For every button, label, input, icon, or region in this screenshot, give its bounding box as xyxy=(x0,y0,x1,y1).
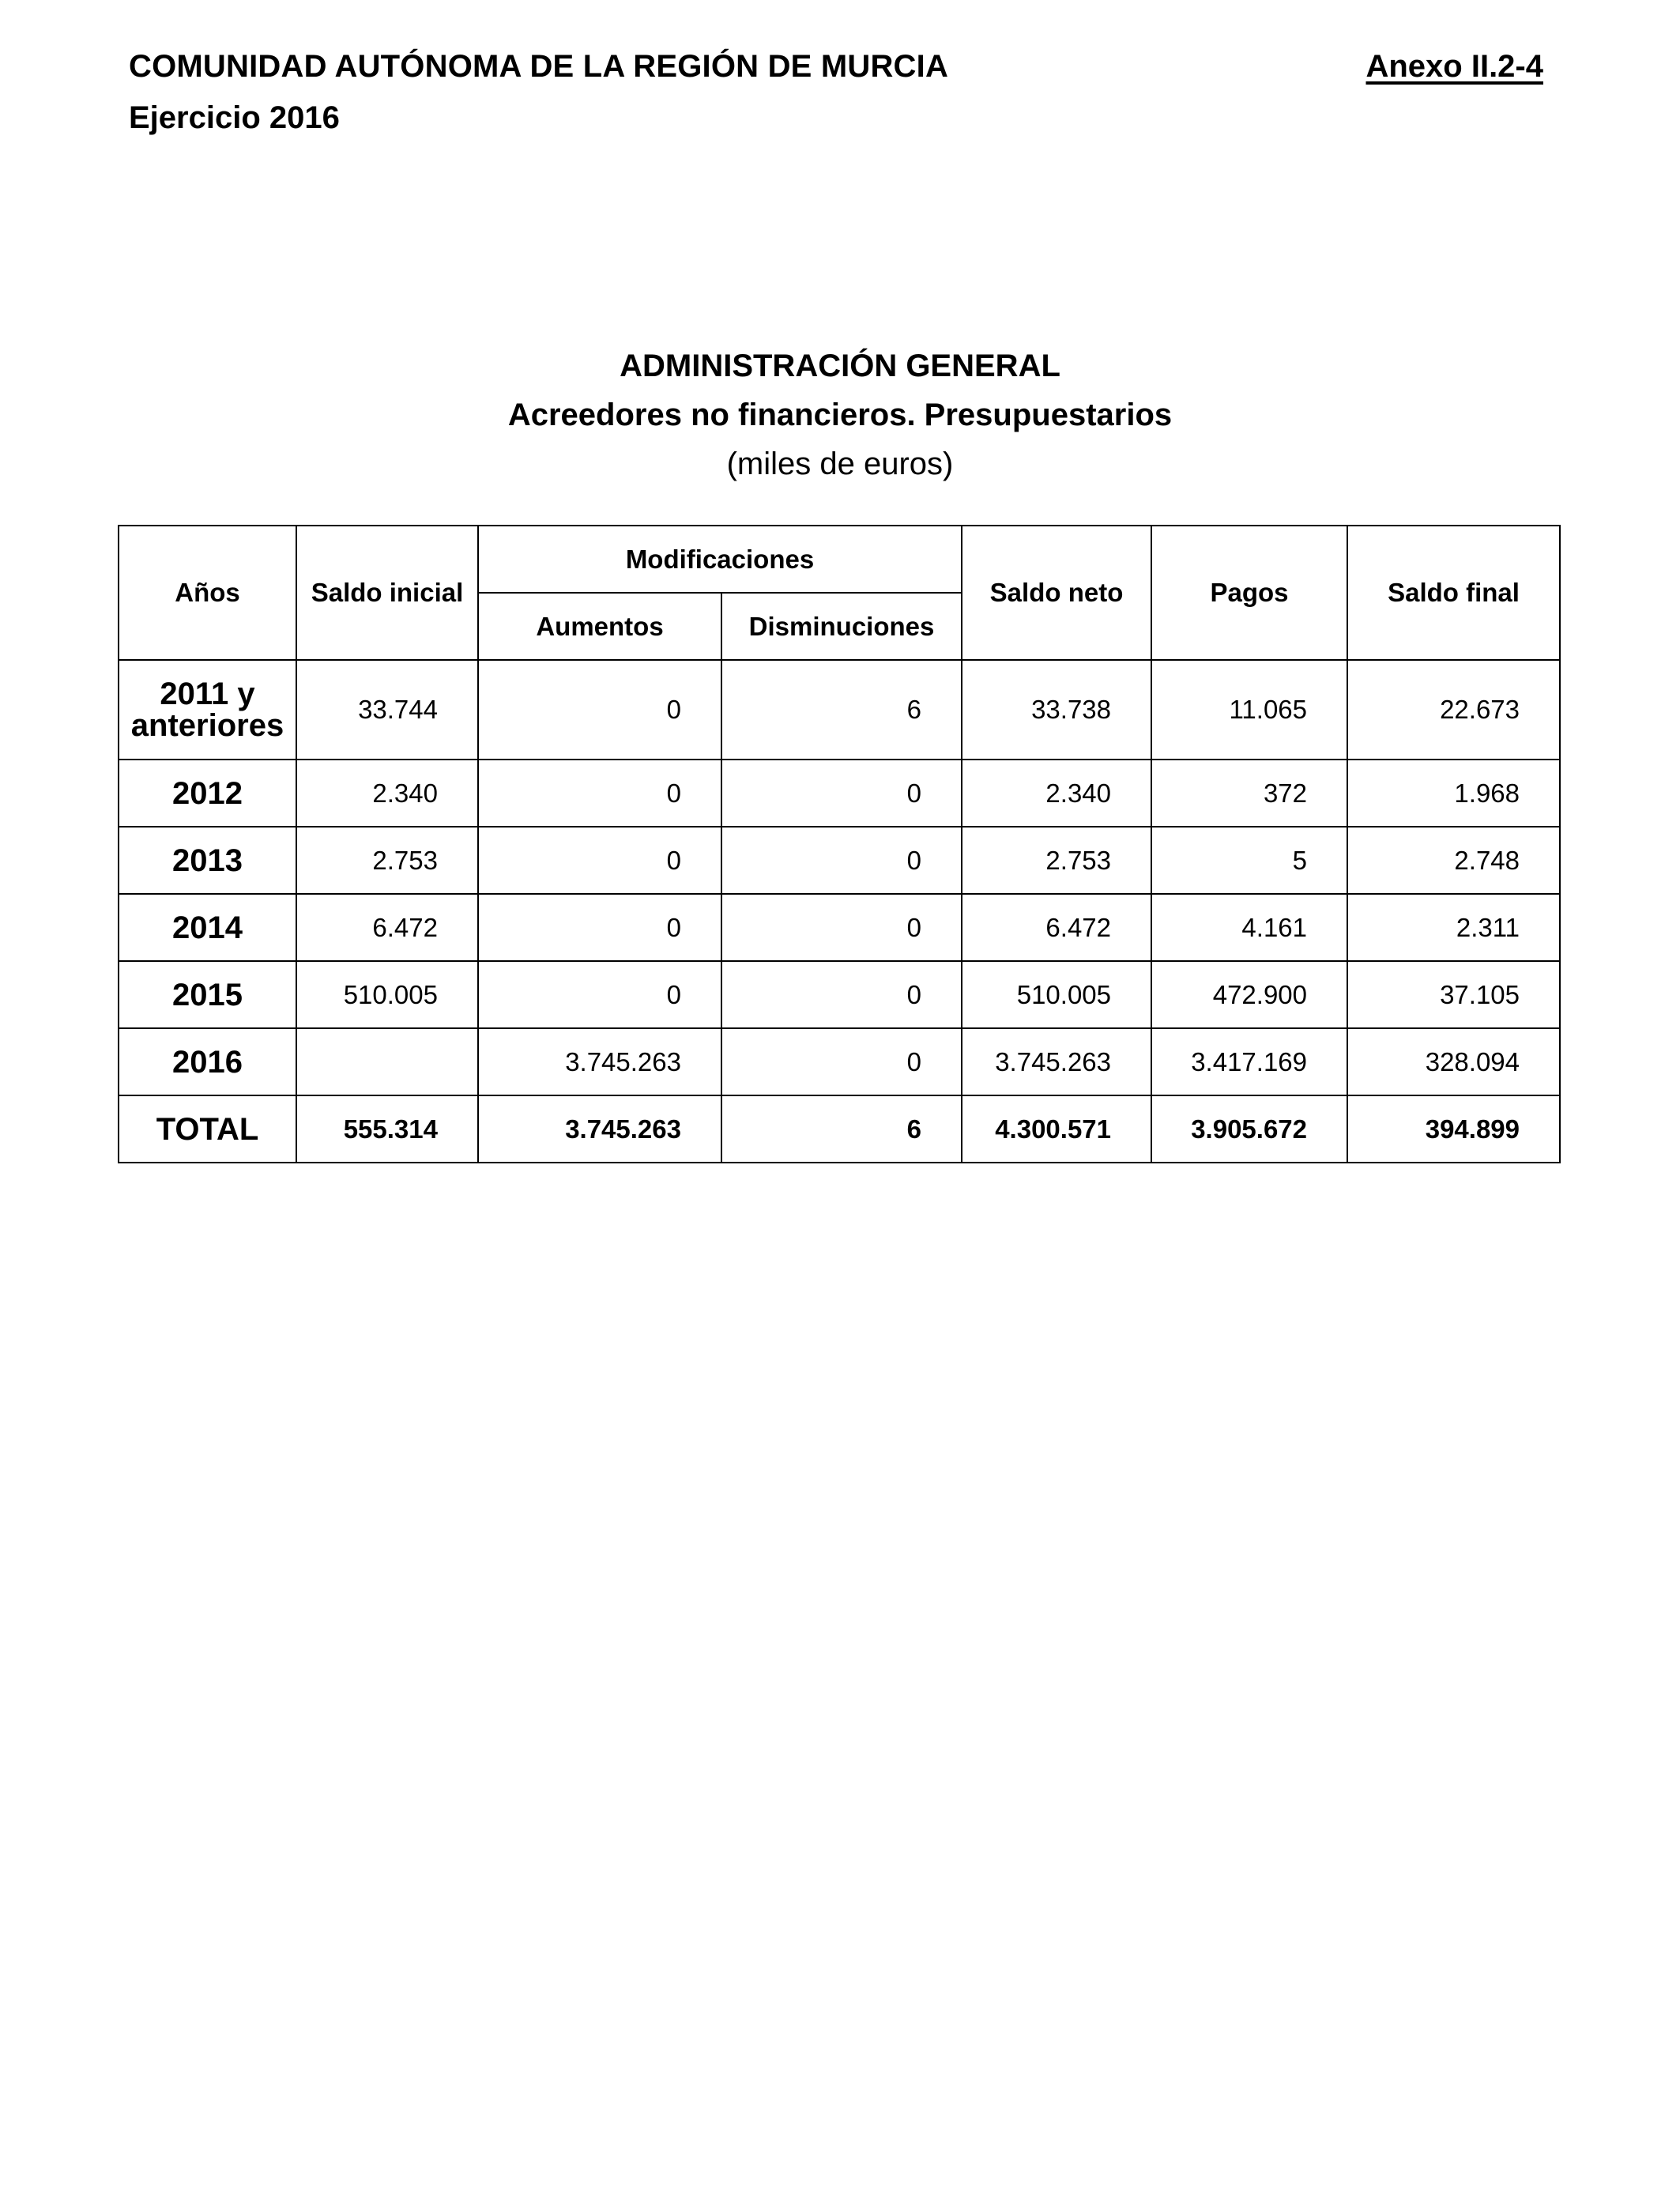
cell-decreases: 6 xyxy=(721,660,962,760)
col-header-decreases: Disminuciones xyxy=(721,593,962,660)
table-row xyxy=(119,961,1560,1028)
table-subtitle: Acreedores no financieros. Presupuestarios xyxy=(507,398,1173,432)
cell-increases: 0 xyxy=(478,760,721,827)
cell-net: 6.472 xyxy=(962,894,1151,961)
cell-opening: 6.472 xyxy=(296,894,478,961)
cell-closing: 1.968 xyxy=(1347,760,1560,827)
cell-closing: 22.673 xyxy=(1347,660,1560,760)
col-header-modifications: Modificaciones xyxy=(478,526,962,593)
cell-opening: 2.340 xyxy=(296,760,478,827)
creditors-table xyxy=(118,525,1561,1163)
cell-year: 2013 xyxy=(119,827,296,894)
units-note: (miles de euros) xyxy=(726,447,954,481)
cell-year: 2016 xyxy=(119,1028,296,1095)
cell-year: 2011 y anteriores xyxy=(119,660,296,760)
cell-year: 2012 xyxy=(119,760,296,827)
section-title: ADMINISTRACIÓN GENERAL xyxy=(620,349,1060,383)
cell-opening xyxy=(296,1028,478,1095)
col-header-opening-balance: Saldo inicial xyxy=(296,526,478,660)
cell-increases: 0 xyxy=(478,894,721,961)
cell-increases: 0 xyxy=(478,961,721,1028)
table-row xyxy=(119,660,1560,760)
cell-decreases: 0 xyxy=(721,827,962,894)
cell-decreases: 0 xyxy=(721,760,962,827)
cell-payments: 4.161 xyxy=(1151,894,1347,961)
table-row xyxy=(119,760,1560,827)
cell-year: 2015 xyxy=(119,961,296,1028)
document-titles xyxy=(0,341,1680,488)
cell-closing: 2.311 xyxy=(1347,894,1560,961)
total-row xyxy=(119,1095,1560,1163)
col-header-years: Años xyxy=(119,526,296,660)
cell-decreases: 0 xyxy=(721,1028,962,1095)
cell-closing: 2.748 xyxy=(1347,827,1560,894)
col-header-closing-balance: Saldo final xyxy=(1347,526,1560,660)
cell-net: 2.340 xyxy=(962,760,1151,827)
cell-payments: 11.065 xyxy=(1151,660,1347,760)
cell-payments: 5 xyxy=(1151,827,1347,894)
table-row xyxy=(119,827,1560,894)
header-row-1 xyxy=(119,526,1560,593)
organization-name: COMUNIDAD AUTÓNOMA DE LA REGIÓN DE MURCIA xyxy=(129,49,949,84)
cell-decreases: 0 xyxy=(721,961,962,1028)
total-net: 4.300.571 xyxy=(962,1095,1151,1163)
total-payments: 3.905.672 xyxy=(1151,1095,1347,1163)
cell-year: 2014 xyxy=(119,894,296,961)
cell-net: 510.005 xyxy=(962,961,1151,1028)
cell-increases: 3.745.263 xyxy=(478,1028,721,1095)
total-increases: 3.745.263 xyxy=(478,1095,721,1163)
col-header-increases: Aumentos xyxy=(478,593,721,660)
total-opening: 555.314 xyxy=(296,1095,478,1163)
page-header xyxy=(129,49,1543,136)
cell-payments: 3.417.169 xyxy=(1151,1028,1347,1095)
cell-increases: 0 xyxy=(478,660,721,760)
col-header-payments: Pagos xyxy=(1151,526,1347,660)
fiscal-year: Ejercicio 2016 xyxy=(129,100,340,135)
table-row xyxy=(119,1028,1560,1095)
total-decreases: 6 xyxy=(721,1095,962,1163)
cell-payments: 472.900 xyxy=(1151,961,1347,1028)
cell-opening: 2.753 xyxy=(296,827,478,894)
table-body xyxy=(119,660,1560,1163)
header-row xyxy=(129,49,1543,85)
annex-reference: Anexo II.2-4 xyxy=(1365,49,1543,84)
cell-decreases: 0 xyxy=(721,894,962,961)
col-header-net-balance: Saldo neto xyxy=(962,526,1151,660)
cell-payments: 372 xyxy=(1151,760,1347,827)
total-closing: 394.899 xyxy=(1347,1095,1560,1163)
cell-net: 3.745.263 xyxy=(962,1028,1151,1095)
cell-opening: 510.005 xyxy=(296,961,478,1028)
cell-opening: 33.744 xyxy=(296,660,478,760)
table-row xyxy=(119,894,1560,961)
table-header xyxy=(119,526,1560,660)
cell-closing: 37.105 xyxy=(1347,961,1560,1028)
cell-increases: 0 xyxy=(478,827,721,894)
cell-closing: 328.094 xyxy=(1347,1028,1560,1095)
total-label: TOTAL xyxy=(119,1095,296,1163)
cell-net: 33.738 xyxy=(962,660,1151,760)
cell-net: 2.753 xyxy=(962,827,1151,894)
